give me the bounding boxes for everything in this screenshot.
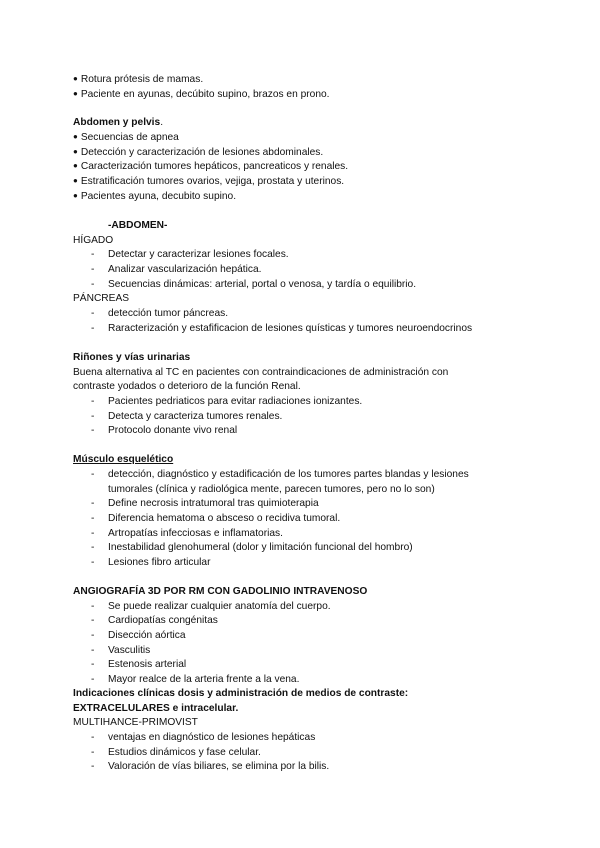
dash-marker: - xyxy=(91,615,95,626)
list-item: Protocolo donante vivo renal xyxy=(108,425,238,436)
section-heading-indicaciones: Indicaciones clínicas dosis y administración de medios de contraste: xyxy=(73,688,409,699)
section-heading-rinones: Riñones y vías urinarias xyxy=(73,352,191,363)
list-item: Mayor realce de la arteria frente a la vena. xyxy=(108,674,300,685)
list-item: Detecta y caracteriza tumores renales. xyxy=(108,411,283,422)
dash-marker: - xyxy=(91,630,95,641)
dash-marker: - xyxy=(91,557,95,568)
dash-marker: - xyxy=(91,264,95,275)
bullet-item: ● Estratificación tumores ovarios, vejiga, prostata y uterinos. xyxy=(73,175,344,188)
paragraph-line: Buena alternativa al TC en pacientes con contraindicaciones de administración con xyxy=(73,367,449,378)
dash-marker: - xyxy=(91,528,95,539)
dash-marker: - xyxy=(91,249,95,260)
list-item: detección, diagnóstico y estadificación de los tumores partes blandas y lesiones xyxy=(108,469,469,480)
list-item: Artropatías infecciosas e inflamatorias. xyxy=(108,528,283,539)
dash-marker: - xyxy=(91,425,95,436)
bullet-item: ● Pacientes ayuna, decubito supino. xyxy=(73,190,236,203)
list-item: Cardiopatías congénitas xyxy=(108,615,218,626)
list-item: Diferencia hematoma o absceso o recidiva tumoral. xyxy=(108,513,341,524)
list-item: Analizar vascularización hepática. xyxy=(108,264,262,275)
dash-marker: - xyxy=(91,645,95,656)
section-heading-musculo: Músculo esquelético xyxy=(73,454,174,465)
dash-marker: - xyxy=(91,659,95,670)
list-item: Se puede realizar cualquier anatomía del cuerpo. xyxy=(108,601,331,612)
dash-marker: - xyxy=(91,279,95,290)
dash-marker: - xyxy=(91,601,95,612)
list-item: Estudios dinámicos y fase celular. xyxy=(108,747,261,758)
list-item: detección tumor páncreas. xyxy=(108,308,229,319)
list-item: Define necrosis intratumoral tras quimioterapia xyxy=(108,498,319,509)
list-item: Pacientes pedriaticos para evitar radiaciones ionizantes. xyxy=(108,396,363,407)
section-subheading-extracelulares: EXTRACELULARES e intracelular. xyxy=(73,703,239,714)
dash-marker: - xyxy=(91,411,95,422)
paragraph-line: contraste yodados o deterioro de la función Renal. xyxy=(73,381,301,392)
list-item: Disección aórtica xyxy=(108,630,186,641)
bullet-item: ● Rotura prótesis de mamas. xyxy=(73,73,203,86)
section-heading-abdomen: -ABDOMEN- xyxy=(108,220,168,231)
list-item: ventajas en diagnóstico de lesiones hepáticas xyxy=(108,732,316,743)
list-item: Valoración de vías biliares, se elimina por la bilis. xyxy=(108,761,330,772)
bullet-item: ● Paciente en ayunas, decúbito supino, brazos en prono. xyxy=(73,88,329,101)
dash-marker: - xyxy=(91,513,95,524)
section-heading-abdomen-pelvis: Abdomen y pelvis. xyxy=(73,117,164,128)
dash-marker: - xyxy=(91,732,95,743)
list-item: Detectar y caracterizar lesiones focales. xyxy=(108,249,289,260)
list-item: Estenosis arterial xyxy=(108,659,187,670)
dash-marker: - xyxy=(91,308,95,319)
dash-marker: - xyxy=(91,498,95,509)
dash-marker: - xyxy=(91,469,95,480)
dash-marker: - xyxy=(91,761,95,772)
bullet-item: ● Secuencias de apnea xyxy=(73,131,179,144)
bullet-item: ● Caracterización tumores hepáticos, pancreaticos y renales. xyxy=(73,160,348,173)
list-item: Secuencias dinámicas: arterial, portal o venosa, y tardía o equilibrio. xyxy=(108,279,417,290)
list-item: Raracterización y estafificacion de lesiones quísticas y tumores neuroendocrinos xyxy=(108,323,473,334)
dash-marker: - xyxy=(91,542,95,553)
subsection-label-pancreas: PÁNCREAS xyxy=(73,293,130,304)
bullet-item: ● Detección y caracterización de lesiones abdominales. xyxy=(73,146,323,159)
list-item-continuation: tumorales (clínica y radiológica mente, parecen tumores, pero no lo son) xyxy=(108,484,435,495)
list-item: Lesiones fibro articular xyxy=(108,557,211,568)
list-item: Inestabilidad glenohumeral (dolor y limitación funcional del hombro) xyxy=(108,542,413,553)
dash-marker: - xyxy=(91,396,95,407)
subsection-label-higado: HÍGADO xyxy=(73,235,114,246)
dash-marker: - xyxy=(91,747,95,758)
dash-marker: - xyxy=(91,323,95,334)
list-item: Vasculitis xyxy=(108,645,151,656)
section-heading-angiografia: ANGIOGRAFÍA 3D POR RM CON GADOLINIO INTRAVENOSO xyxy=(73,586,368,597)
dash-marker: - xyxy=(91,674,95,685)
subsection-label-multihance: MULTIHANCE-PRIMOVIST xyxy=(73,717,198,728)
